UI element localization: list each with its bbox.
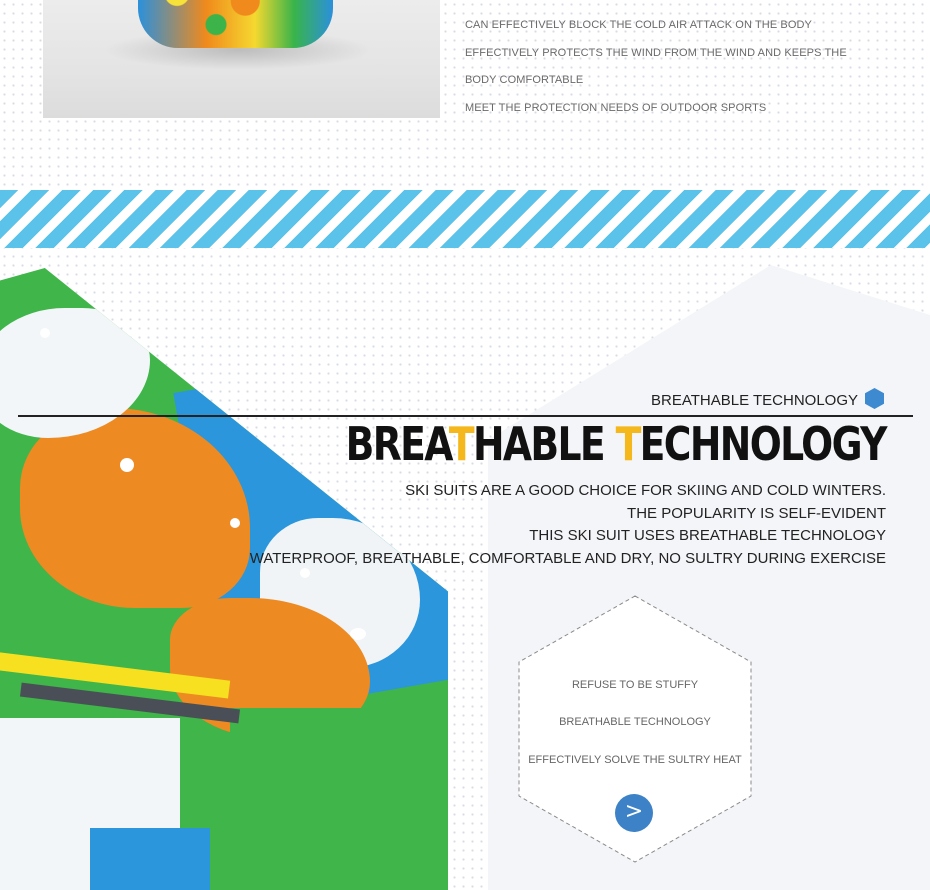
description-line: SKI SUITS ARE A GOOD CHOICE FOR SKIING AND COLD WINTERS. (405, 482, 886, 499)
chevron-right-icon: > (624, 799, 644, 824)
section-description (250, 480, 886, 570)
feature-line: CAN EFFECTIVELY BLOCK THE COLD AIR ATTACK ON THE BODY (465, 19, 812, 31)
feature-line: MEET THE PROTECTION NEEDS OF OUTDOOR SPORTS (465, 102, 767, 114)
striped-divider (0, 190, 930, 248)
hexagon-icon (865, 388, 884, 409)
title-highlight-letter: T (615, 417, 640, 471)
hexagon-line: REFUSE TO BE STUFFY (571, 679, 699, 691)
title-part: ECHNOLOGY (639, 417, 886, 471)
hexagon-line: BREATHABLE TECHNOLOGY (559, 716, 711, 728)
print-dot (350, 628, 366, 640)
section-label: BREATHABLE TECHNOLOGY (651, 392, 858, 409)
jacket-closeup-image (0, 268, 448, 890)
jacket-hem-fabric (138, 0, 333, 48)
title-part: BREA (345, 417, 450, 471)
fabric-patch (230, 708, 448, 890)
section-title (346, 416, 886, 472)
description-line: THIS SKI SUIT USES BREATHABLE TECHNOLOGY (529, 527, 886, 544)
title-part: HABLE (473, 417, 616, 471)
next-button[interactable] (615, 794, 653, 832)
print-dot (120, 458, 134, 472)
print-dot (230, 518, 240, 528)
title-highlight-letter: T (449, 417, 474, 471)
description-line: WATERPROOF, BREATHABLE, COMFORTABLE AND DRY, NO SULTRY DURING EXERCISE (249, 549, 886, 567)
fabric-patch (90, 828, 210, 890)
hexagon-line: EFFECTIVELY SOLVE THE SULTRY HEAT (528, 754, 742, 766)
print-dot (40, 328, 50, 338)
windproof-product-photo (43, 0, 440, 118)
feature-line: BODY COMFORTABLE (465, 74, 584, 86)
description-line: THE POPULARITY IS SELF-EVIDENT (627, 504, 886, 522)
feature-line: EFFECTIVELY PROTECTS THE WIND FROM THE WIND AND KEEPS THE (465, 47, 847, 59)
